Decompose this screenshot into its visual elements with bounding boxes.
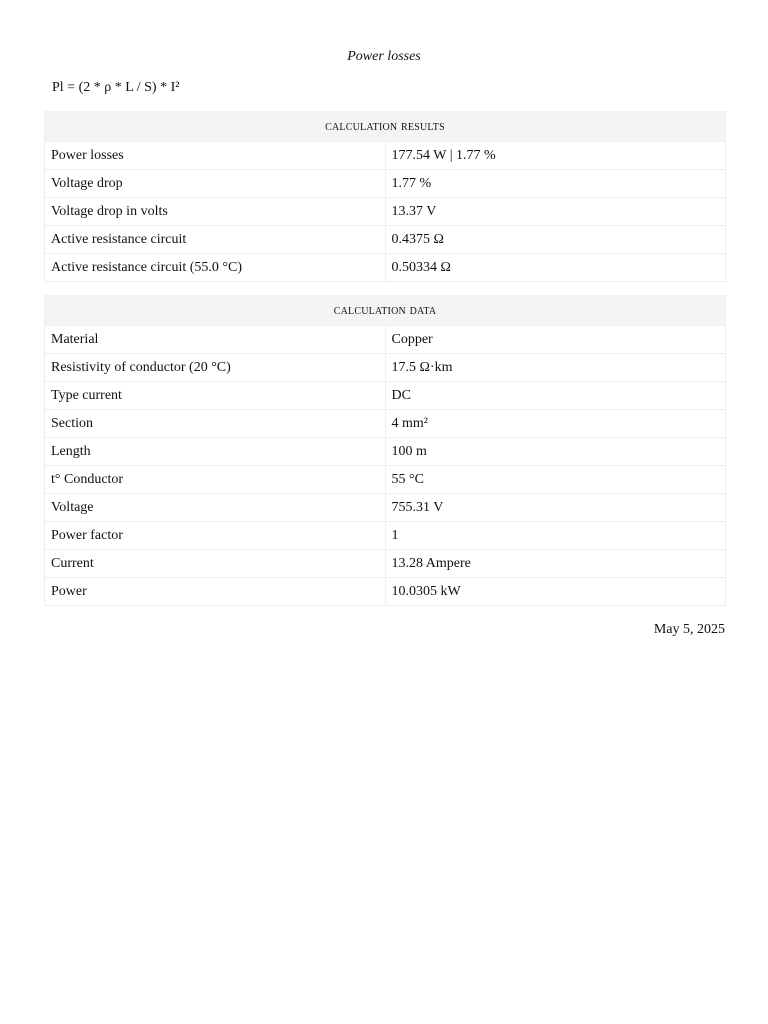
row-value: 0.4375 Ω xyxy=(385,226,726,254)
row-label: Type current xyxy=(45,382,386,410)
row-value: 13.28 Ampere xyxy=(385,550,726,578)
table-row xyxy=(45,550,726,578)
table-row xyxy=(45,254,726,282)
table-row xyxy=(45,142,726,170)
row-value: 0.50334 Ω xyxy=(385,254,726,282)
table-row xyxy=(45,438,726,466)
table-row xyxy=(45,522,726,550)
row-value: 1 xyxy=(385,522,726,550)
table-row xyxy=(45,170,726,198)
table-row xyxy=(45,326,726,354)
calculation-results-header: calculation results xyxy=(45,112,726,142)
row-label: Voltage xyxy=(45,494,386,522)
row-label: Active resistance circuit xyxy=(45,226,386,254)
document-title: Power losses xyxy=(347,49,421,64)
row-value: 100 m xyxy=(385,438,726,466)
calculation-results-table xyxy=(44,111,726,282)
row-label: Resistivity of conductor (20 °C) xyxy=(45,354,386,382)
row-label: Section xyxy=(45,410,386,438)
table-header-row xyxy=(45,112,726,142)
table-row xyxy=(45,198,726,226)
row-label: Power losses xyxy=(45,142,386,170)
table-row xyxy=(45,354,726,382)
row-value: 17.5 Ω·km xyxy=(385,354,726,382)
calculation-data-table xyxy=(44,295,726,606)
table-row xyxy=(45,226,726,254)
calculation-data-header: calculation data xyxy=(45,296,726,326)
row-value: DC xyxy=(385,382,726,410)
row-value: 10.0305 kW xyxy=(385,578,726,606)
row-label: Active resistance circuit (55.0 °C) xyxy=(45,254,386,282)
row-label: Length xyxy=(45,438,386,466)
table-row xyxy=(45,578,726,606)
row-label: t° Conductor xyxy=(45,466,386,494)
table-row xyxy=(45,382,726,410)
row-label: Power xyxy=(45,578,386,606)
row-label: Voltage drop in volts xyxy=(45,198,386,226)
row-label: Material xyxy=(45,326,386,354)
row-label: Voltage drop xyxy=(45,170,386,198)
table-row xyxy=(45,494,726,522)
row-label: Current xyxy=(45,550,386,578)
table-row xyxy=(45,410,726,438)
row-value: 55 °C xyxy=(385,466,726,494)
table-header-row xyxy=(45,296,726,326)
power-loss-formula: Pl = (2 * ρ * L / S) * I² xyxy=(52,80,180,95)
row-value: Copper xyxy=(385,326,726,354)
row-value: 13.37 V xyxy=(385,198,726,226)
row-value: 177.54 W | 1.77 % xyxy=(385,142,726,170)
row-value: 755.31 V xyxy=(385,494,726,522)
table-row xyxy=(45,466,726,494)
row-label: Power factor xyxy=(45,522,386,550)
row-value: 1.77 % xyxy=(385,170,726,198)
row-value: 4 mm² xyxy=(385,410,726,438)
document-date: May 5, 2025 xyxy=(653,622,725,637)
